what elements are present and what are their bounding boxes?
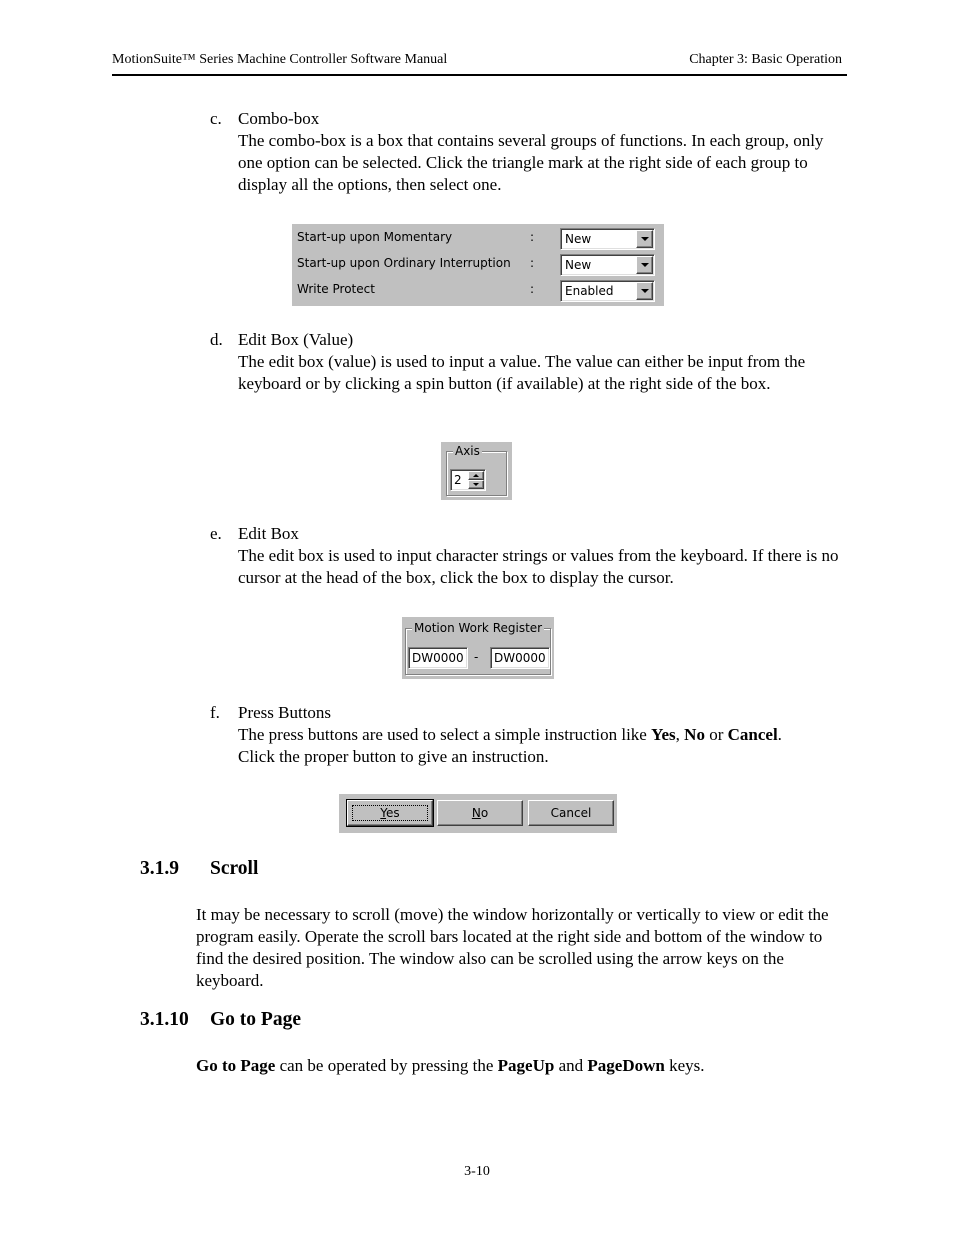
- item-press-buttons: [210, 702, 850, 768]
- colon: :: [530, 230, 535, 244]
- focus-rect: [352, 805, 428, 821]
- cancel-term: Cancel: [727, 725, 778, 744]
- combo-value: New: [565, 232, 592, 246]
- register-to-input[interactable]: [490, 647, 550, 669]
- yes-button[interactable]: [347, 800, 433, 826]
- axis-group: [446, 444, 507, 496]
- item-text: Click the proper button to give an instruction.: [238, 747, 549, 766]
- item-letter: d.: [210, 330, 223, 349]
- dropdown-arrow-icon[interactable]: [636, 256, 653, 274]
- startup-momentary-combo[interactable]: [560, 228, 655, 250]
- combo-label: Start-up upon Momentary: [297, 230, 453, 244]
- spin-up-button[interactable]: [468, 471, 484, 480]
- item-letter: e.: [210, 524, 222, 543]
- yes-term: Yes: [651, 725, 676, 744]
- text-run: ,: [675, 725, 685, 744]
- combo-row: [292, 226, 663, 250]
- edit-box-example: [402, 617, 554, 679]
- combo-value: New: [565, 258, 592, 272]
- group-title: Axis: [455, 444, 480, 458]
- item-edit-box: [210, 523, 850, 589]
- spin-down-button[interactable]: [468, 480, 484, 489]
- combo-box-example: [292, 224, 664, 306]
- item-letter: f.: [210, 703, 220, 722]
- spin-up-icon: [473, 474, 479, 477]
- accelerator: Y: [380, 806, 387, 820]
- item-edit-box-value: [210, 329, 850, 395]
- press-buttons-example: [339, 794, 617, 833]
- combo-row: [292, 252, 663, 276]
- item-title: Edit Box: [238, 524, 299, 543]
- text-run: and: [554, 1056, 588, 1075]
- item-combo-box: [210, 108, 850, 196]
- button-label: es: [386, 806, 400, 820]
- item-text: The edit box (value) is used to input a value. The value can either be input from the keyboard or by clicking a spin button (if available) at the right side of the box.: [238, 352, 806, 393]
- pageup-key: PageUp: [497, 1056, 555, 1075]
- combo-row: [292, 278, 663, 302]
- dropdown-arrow-icon[interactable]: [636, 282, 653, 300]
- item-title: Combo-box: [238, 109, 320, 128]
- item-title: Edit Box (Value): [238, 330, 354, 349]
- text-run: The press buttons are used to select a simple instruction like: [238, 725, 652, 744]
- accelerator: N: [471, 806, 481, 820]
- item-letter: c.: [210, 109, 222, 128]
- dropdown-arrow-icon[interactable]: [636, 230, 653, 248]
- no-button[interactable]: [437, 800, 523, 826]
- section-title: Scroll: [210, 858, 259, 879]
- spin-down-icon: [473, 483, 479, 486]
- text-run: or: [704, 725, 728, 744]
- spin-box-example: [441, 442, 512, 500]
- text-run: .: [777, 725, 782, 744]
- go-to-page-term: Go to Page: [196, 1056, 276, 1075]
- combo-label: Write Protect: [297, 282, 375, 296]
- register-to-value: DW0000: [494, 651, 546, 665]
- page-header: [112, 52, 847, 76]
- item-text: The combo-box is a box that contains several groups of functions. In each group, only one option can be selected. Click the triangle mark at the right side of each group to display all the options, then select one.: [238, 131, 824, 194]
- button-label: Cancel: [550, 806, 592, 820]
- section-title: Go to Page: [210, 1009, 301, 1030]
- register-from-value: DW0000: [412, 651, 464, 665]
- write-protect-combo[interactable]: [560, 280, 655, 302]
- button-label: o: [480, 806, 489, 820]
- colon: :: [530, 256, 535, 270]
- combo-label: Start-up upon Ordinary Interruption: [297, 256, 511, 270]
- combo-value: Enabled: [565, 284, 614, 298]
- startup-interruption-combo[interactable]: [560, 254, 655, 276]
- section-number: 3.1.10: [140, 1009, 189, 1030]
- chapter-title: Chapter 3: Basic Operation: [689, 52, 842, 67]
- axis-value-input[interactable]: [450, 469, 486, 491]
- motion-work-register-group: [405, 621, 551, 675]
- item-text: The edit box is used to input character strings or values from the keyboard. If there is no cursor at the head of the box, click the box to display the cursor.: [238, 546, 839, 587]
- page-number: 3-10: [464, 1164, 490, 1179]
- text-run: keys.: [664, 1056, 705, 1075]
- text-run: can be operated by pressing the: [275, 1056, 498, 1075]
- group-title: Motion Work Register: [414, 621, 543, 635]
- register-from-input[interactable]: [408, 647, 468, 669]
- manual-title: MotionSuite™ Series Machine Controller Software Manual: [112, 52, 448, 67]
- scroll-paragraph: It may be necessary to scroll (move) the window horizontally or vertically to view or edit the program easily. Operate the scroll bars located at the right side and bottom of the window to find the desired position. The window also can be scrolled using the arrow keys on the keyboard.: [196, 905, 829, 990]
- cancel-button[interactable]: [528, 800, 614, 826]
- colon: :: [530, 282, 535, 296]
- range-dash: -: [474, 650, 479, 664]
- pagedown-key: PageDown: [587, 1056, 665, 1075]
- section-number: 3.1.9: [140, 858, 179, 879]
- item-text: [238, 724, 850, 746]
- no-term: No: [684, 725, 705, 744]
- go-to-page-paragraph: [196, 1055, 846, 1077]
- item-title: Press Buttons: [238, 703, 332, 722]
- axis-value: 2: [454, 473, 462, 487]
